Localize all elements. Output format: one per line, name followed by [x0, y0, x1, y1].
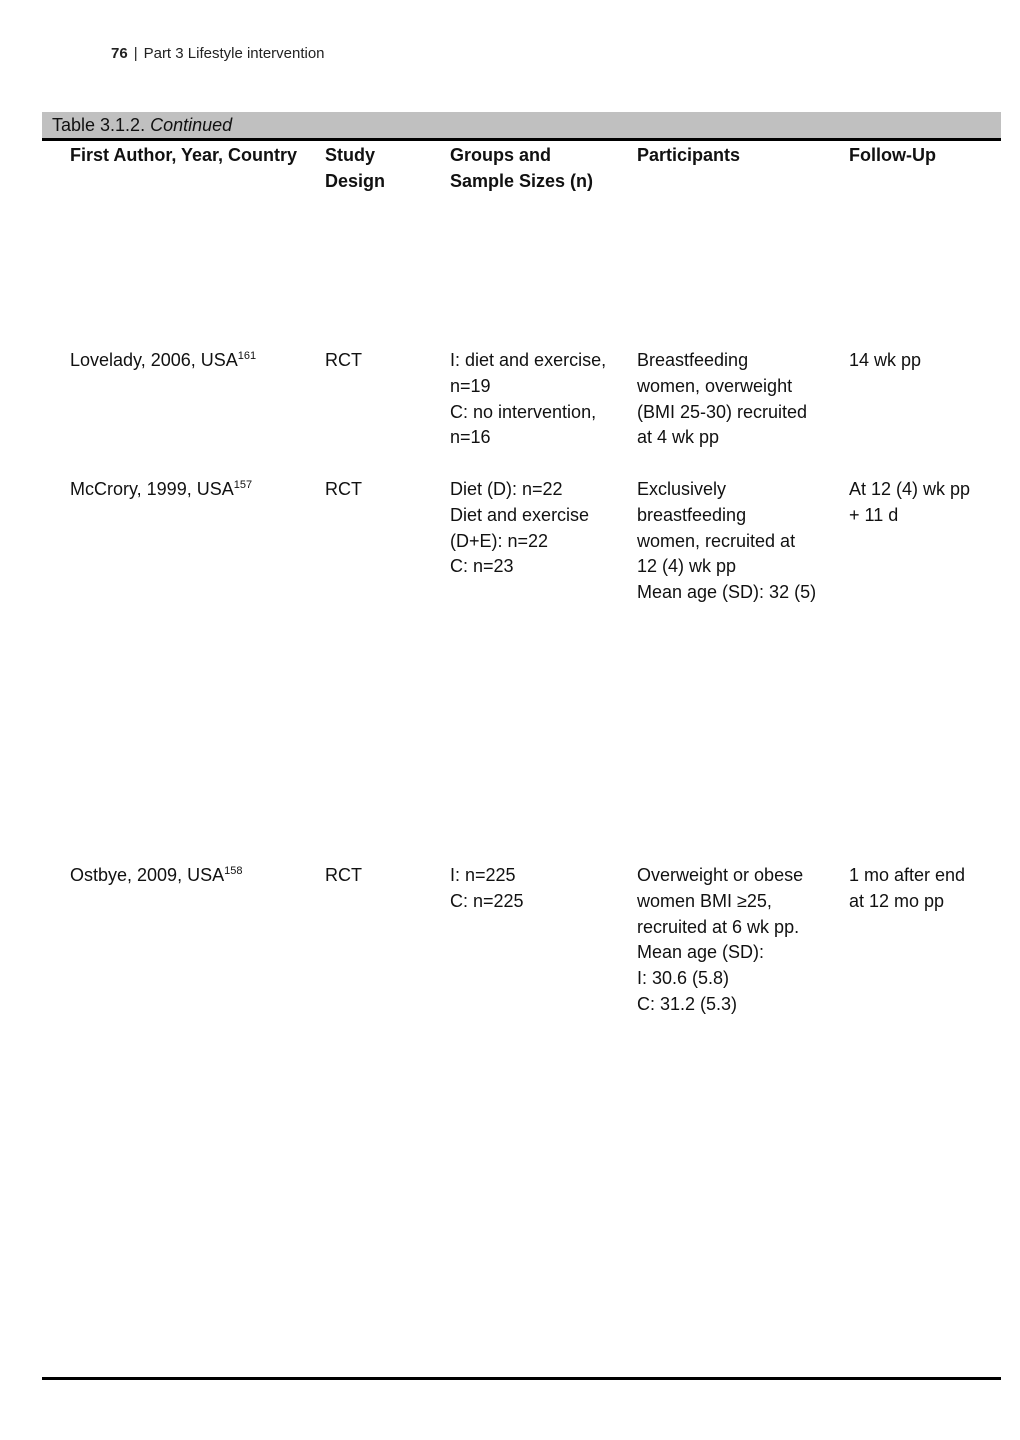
caption-label: Table 3.1.2. [52, 115, 146, 135]
table-row-1-groups: I: diet and exercise, n=19 C: no intervention, n=16 [450, 350, 607, 448]
column-header-design: Study Design [325, 145, 386, 191]
table-row-1-design: RCT [325, 350, 362, 370]
table-bottom-rule [42, 1377, 1001, 1380]
reference-superscript: 157 [233, 479, 253, 491]
table-caption [52, 115, 232, 136]
column-header-author: First Author, Year, Country [70, 145, 298, 165]
table-row-1-author: Lovelady, 2006, USA$^{161}$ [70, 350, 257, 370]
table-row-3-groups: I: n=225 C: n=225 [450, 865, 524, 911]
table-row-2-participants: Exclusively breastfeeding women, recruited at 12 (4) wk pp Mean age (SD): 32 (5) [637, 479, 817, 603]
table-top-rule [42, 138, 1001, 141]
column-header-groups: Groups and Sample Sizes (n) [450, 145, 594, 191]
column-header-followup: Follow-Up [849, 145, 936, 165]
table-row-2-author: McCrory, 1999, USA$^{157}$ [70, 479, 253, 499]
page-header [111, 45, 325, 62]
table-row-3-participants: Overweight or obese women BMI ≥25, recruited at 6 wk pp. Mean age (SD): I: 30.6 (5.8) C: 31.2 (5.3) [637, 865, 804, 1014]
header-separator: | [133, 45, 138, 62]
table-row-3-design: RCT [325, 865, 362, 885]
reference-superscript: 161 [237, 350, 257, 362]
reference-superscript: 158 [224, 865, 243, 877]
table-row-2-design: RCT [325, 479, 362, 499]
table-row-1-followup: 14 wk pp [849, 350, 922, 370]
caption-continued: Continued [150, 115, 233, 135]
table-row-2-followup: At 12 (4) wk pp + 11 d [849, 479, 971, 525]
table-row-3-followup: 1 mo after end at 12 mo pp [849, 865, 966, 911]
column-header-participants: Participants [637, 145, 741, 165]
page-number: 76 [111, 45, 128, 62]
section-title: Part 3 Lifestyle intervention [143, 45, 325, 62]
table-row-1-participants: Breastfeeding women, overweight (BMI 25-30) recruited at 4 wk pp [637, 350, 808, 448]
table-caption-bar [42, 112, 1001, 138]
table-row-2-groups: Diet (D): n=22 Diet and exercise (D+E): n=22 C: n=23 [450, 479, 590, 577]
table-row-3-author: Ostbye, 2009, USA$^{158}$ [70, 865, 243, 885]
